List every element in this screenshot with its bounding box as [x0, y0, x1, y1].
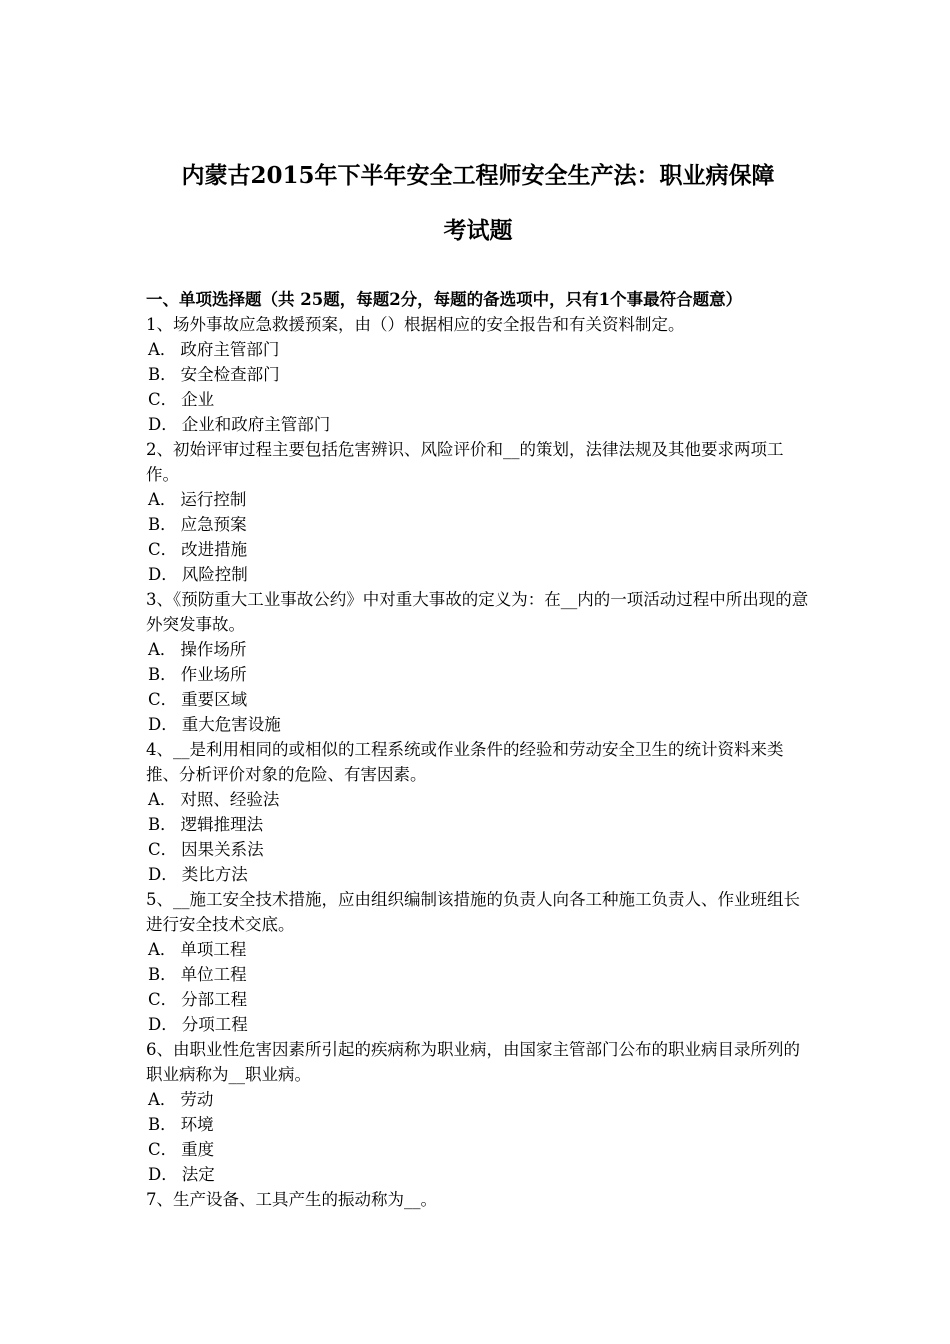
- option-label: D．: [148, 715, 178, 734]
- option-label: D．: [148, 1165, 178, 1184]
- option-label: A．: [148, 790, 177, 809]
- question-stem: 7、生产设备、工具产生的振动称为__。: [146, 1190, 437, 1209]
- option-text: 运行控制: [180, 490, 247, 509]
- question-stem: 6、由职业性危害因素所引起的疾病称为职业病，由国家主管部门公布的职业病目录所列的职业病称为__职业病。: [146, 1040, 800, 1084]
- answer-option: [146, 1162, 810, 1187]
- section-heading: 一、单项选择题（共 25题，每题2分，每题的备选项中，只有1个事最符合题意）: [146, 290, 743, 309]
- question-stem: 1、场外事故应急救援预案，由（）根据相应的安全报告和有关资料制定。: [146, 315, 685, 334]
- document-page: [146, 0, 810, 1212]
- option-text: 劳动: [180, 1090, 214, 1109]
- option-label: B．: [148, 365, 177, 384]
- title-line-1: 内蒙古2015年下半年安全工程师安全生产法：职业病保障: [181, 162, 775, 189]
- option-text: 应急预案: [180, 515, 247, 534]
- option-label: D．: [148, 1015, 178, 1034]
- option-label: D．: [148, 565, 178, 584]
- answer-option: [146, 962, 810, 987]
- option-label: A．: [148, 490, 177, 509]
- option-label: B．: [148, 665, 177, 684]
- option-label: C．: [148, 990, 178, 1009]
- option-label: D．: [148, 415, 178, 434]
- answer-option: [146, 412, 810, 437]
- option-text: 类比方法: [181, 865, 248, 884]
- option-text: 重要区域: [181, 690, 248, 709]
- question-list: [146, 312, 810, 1212]
- answer-option: [146, 1137, 810, 1162]
- question-item: [146, 737, 810, 887]
- option-text: 分部工程: [181, 990, 248, 1009]
- option-label: B．: [148, 965, 177, 984]
- answer-option: [146, 812, 810, 837]
- answer-option: [146, 1112, 810, 1137]
- title-line-2: 考试题: [443, 217, 513, 244]
- option-label: A．: [148, 340, 177, 359]
- answer-option: [146, 712, 810, 737]
- answer-option: [146, 562, 810, 587]
- option-label: C．: [148, 690, 178, 709]
- answer-option: [146, 387, 810, 412]
- option-text: 法定: [181, 1165, 215, 1184]
- question-stem: 3、《预防重大工业事故公约》中对重大事故的定义为：在__内的一项活动过程中所出现的意外突发事故。: [146, 590, 809, 634]
- option-text: 逻辑推理法: [180, 815, 264, 834]
- option-text: 环境: [180, 1115, 214, 1134]
- option-label: C．: [148, 540, 178, 559]
- option-label: A．: [148, 1090, 177, 1109]
- option-text: 操作场所: [180, 640, 247, 659]
- answer-option: [146, 487, 810, 512]
- option-text: 重大危害设施: [181, 715, 281, 734]
- option-text: 风险控制: [181, 565, 248, 584]
- option-text: 企业和政府主管部门: [181, 415, 331, 434]
- question-item: [146, 437, 810, 587]
- option-text: 政府主管部门: [180, 340, 280, 359]
- answer-option: [146, 512, 810, 537]
- option-text: 企业: [181, 390, 215, 409]
- document-title: [146, 0, 810, 258]
- answer-option: [146, 837, 810, 862]
- option-label: D．: [148, 865, 178, 884]
- option-label: C．: [148, 390, 178, 409]
- option-text: 单项工程: [180, 940, 247, 959]
- question-item: [146, 312, 810, 437]
- answer-option: [146, 687, 810, 712]
- option-text: 因果关系法: [181, 840, 264, 859]
- answer-option: [146, 362, 810, 387]
- question-item: [146, 1187, 810, 1212]
- option-label: C．: [148, 840, 178, 859]
- answer-option: [146, 1087, 810, 1112]
- option-text: 重度: [181, 1140, 215, 1159]
- option-label: A．: [148, 640, 177, 659]
- option-text: 分项工程: [181, 1015, 248, 1034]
- option-label: B．: [148, 1115, 177, 1134]
- option-label: B．: [148, 515, 177, 534]
- option-label: B．: [148, 815, 177, 834]
- question-item: [146, 1037, 810, 1187]
- question-stem: 4、__是利用相同的或相似的工程系统或作业条件的经验和劳动安全卫生的统计资料来类推、分析评价对象的危险、有害因素。: [146, 740, 784, 784]
- option-text: 单位工程: [180, 965, 247, 984]
- answer-option: [146, 637, 810, 662]
- answer-option: [146, 937, 810, 962]
- answer-option: [146, 862, 810, 887]
- option-text: 安全检查部门: [180, 365, 280, 384]
- option-text: 改进措施: [181, 540, 248, 559]
- option-label: C．: [148, 1140, 178, 1159]
- question-stem: 2、初始评审过程主要包括危害辨识、风险评价和__的策划，法律法规及其他要求两项工作。: [146, 440, 784, 484]
- answer-option: [146, 537, 810, 562]
- question-stem: 5、__施工安全技术措施，应由组织编制该措施的负责人向各工种施工负责人、作业班组长进行安全技术交底。: [146, 890, 800, 934]
- option-text: 对照、经验法: [180, 790, 280, 809]
- answer-option: [146, 1012, 810, 1037]
- answer-option: [146, 987, 810, 1012]
- answer-option: [146, 337, 810, 362]
- answer-option: [146, 787, 810, 812]
- question-item: [146, 887, 810, 1037]
- answer-option: [146, 662, 810, 687]
- option-label: A．: [148, 940, 177, 959]
- option-text: 作业场所: [180, 665, 247, 684]
- question-item: [146, 587, 810, 737]
